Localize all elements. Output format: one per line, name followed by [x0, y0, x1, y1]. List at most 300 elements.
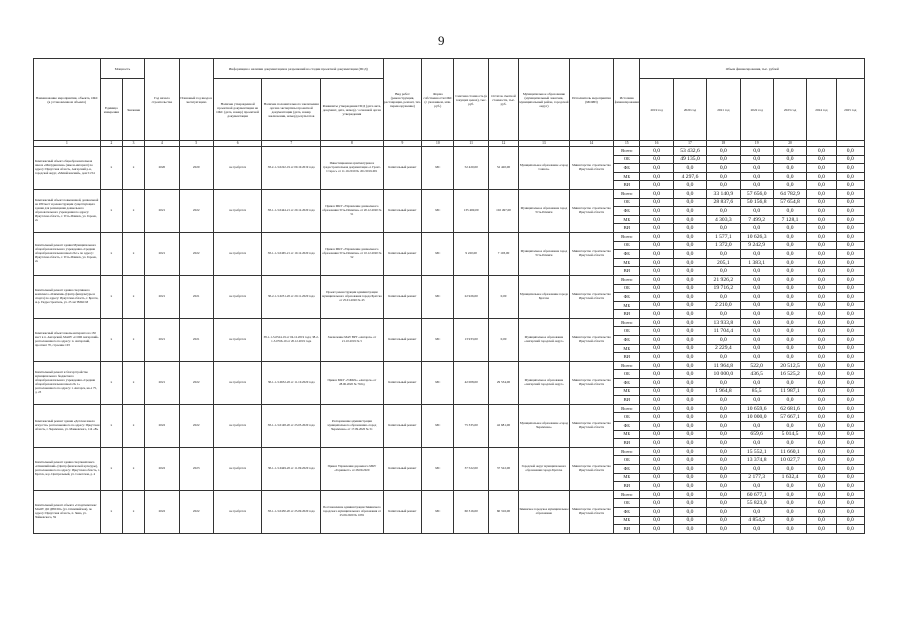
funding-value: 1 964,8	[707, 387, 740, 396]
funding-value: 0,0	[836, 198, 864, 207]
end-year: 2022	[179, 232, 213, 275]
work-type: Капитальный ремонт	[383, 147, 421, 190]
object-name: Капитальный ремонт и благоустройство муниципального бюджетного общеобразовательного учреждения «Средняя общеобразовательная школа № 1» расположенного по адресу: г. Ангарск, кв-л 75, д. 23	[34, 361, 101, 404]
expertise-details: 38-1-1-3-0524-19 от 04.12.2019 года; 38-2-1-3-0556-19 от 20.12.2019 года	[262, 318, 321, 361]
object-name: Капитальный ремонт здания спортивного комплекса «Олимпия» (Центр физкультуры и спорта) по адресу: Иркутская область, г. Братск, ж.р. Гидростроитель, ул. 25 лет ВЛКСМ	[34, 275, 101, 318]
funding-value: 0,0	[807, 490, 836, 499]
ownership-form: МС	[422, 490, 454, 533]
funding-value: 11 660,1	[773, 447, 806, 456]
estimate-cost: 37 522,00	[454, 447, 488, 490]
work-type: Капитальный ремонт	[383, 404, 421, 447]
funding-value: 0,0	[640, 232, 673, 241]
funding-value: 0,0	[773, 164, 806, 173]
funding-value: 0,0	[707, 224, 740, 233]
funding-value: 0,0	[673, 490, 706, 499]
funding-value: 0,0	[673, 507, 706, 516]
funding-value: 1 372,0	[707, 241, 740, 250]
funding-value: 0,0	[807, 370, 836, 379]
funding-value: 0,0	[707, 181, 740, 190]
funding-source: ФБ	[614, 207, 640, 216]
funding-value: 50 156,8	[740, 198, 773, 207]
funding-source: МБ	[614, 516, 640, 525]
start-year: 2021	[145, 232, 179, 275]
funding-value: 0,0	[707, 473, 740, 482]
end-year: 2022	[179, 490, 213, 533]
funding-value: 0,0	[640, 336, 673, 345]
funding-value: 0,0	[640, 439, 673, 448]
funding-source: ОБ	[614, 456, 640, 465]
funding-value: 0,0	[707, 404, 740, 413]
funding-value: 0,0	[640, 430, 673, 439]
funding-value: 0,0	[836, 318, 864, 327]
funding-value: 16 525,2	[773, 370, 806, 379]
funding-value: 0,0	[707, 353, 740, 362]
ownership-form: МС	[422, 189, 454, 232]
funding-source: ВИ	[614, 267, 640, 276]
object-name: Комплексный объект школы-интерната на 150 мест в п. Ангарский, МАОУ «СОШ Ангарский» расположенного по адресу: п. Ангарский, проспект 70, строение 103	[34, 318, 101, 361]
funding-value: 0,0	[740, 207, 773, 216]
table-row	[34, 318, 865, 327]
remaining-cost: 0,00	[488, 275, 518, 318]
municipality: Муниципальное образование «Ангарский городской округ»	[519, 361, 570, 404]
funding-value: 0,0	[673, 336, 706, 345]
funding-source: ОБ	[614, 327, 640, 336]
funding-value: 0,0	[807, 344, 836, 353]
funding-value: 0,0	[773, 396, 806, 405]
funding-value: 11 987,1	[773, 387, 806, 396]
funding-value: 0,0	[807, 516, 836, 525]
funding-value: 0,0	[673, 353, 706, 362]
funding-source: ОБ	[614, 155, 640, 164]
work-type: Капитальный ремонт	[383, 447, 421, 490]
docs-availability: не требуется	[213, 490, 262, 533]
executor: Министерство строительства Иркутской области	[569, 147, 613, 190]
funding-value: 0,0	[640, 456, 673, 465]
header-docs-permit: Реквизиты утверждения ПСД (дата акта, документ, дата, номер) / основной орган утверждения	[321, 79, 384, 141]
header-capacity: Мощность	[100, 59, 144, 79]
header-year: 2024 год	[807, 79, 836, 141]
funding-value: 0,0	[836, 327, 864, 336]
docs-availability: не требуется	[213, 189, 262, 232]
funding-source: МБ	[614, 387, 640, 396]
funding-value: 0,0	[807, 336, 836, 345]
funding-value: 0,0	[773, 310, 806, 319]
funding-value: 11 704,4	[707, 327, 740, 336]
docs-availability: не требуется	[213, 447, 262, 490]
funding-value: 0,0	[640, 310, 673, 319]
funding-value: 0,0	[673, 379, 706, 388]
table-row	[34, 189, 865, 198]
capacity-value: х	[122, 447, 144, 490]
funding-value: 0,0	[740, 439, 773, 448]
funding-value: 0,0	[640, 207, 673, 216]
funding-source: МБ	[614, 258, 640, 267]
funding-value: 0,0	[807, 224, 836, 233]
funding-value: 0,0	[740, 327, 773, 336]
funding-value: 0,0	[673, 181, 706, 190]
funding-value: 4 854,2	[740, 516, 773, 525]
funding-value: 2 210,0	[707, 301, 740, 310]
funding-value: 13 933,8	[707, 318, 740, 327]
funding-value: 0,0	[773, 507, 806, 516]
capacity-unit: х	[100, 490, 122, 533]
funding-value: 0,0	[673, 293, 706, 302]
funding-value: 0,0	[640, 275, 673, 284]
funding-value: 0,0	[673, 430, 706, 439]
header-year: 2019 год	[640, 79, 673, 141]
funding-value: 0,0	[673, 207, 706, 216]
header-year: 2020 год	[673, 79, 706, 141]
funding-value: 0,0	[836, 447, 864, 456]
capacity-value: х	[122, 361, 144, 404]
header-docs-avail: Наличие утвержденной проектной документации на ОКС (дата, номер) проектной документации	[213, 79, 262, 141]
end-year: 2021	[179, 318, 213, 361]
funding-source: ВИ	[614, 396, 640, 405]
funding-value: 0,0	[707, 155, 740, 164]
funding-value: 0,0	[773, 181, 806, 190]
funding-value: 0,0	[807, 404, 836, 413]
funding-value: 0,0	[707, 439, 740, 448]
header-year: 2023 год	[773, 79, 806, 141]
end-year: 2022	[179, 361, 213, 404]
funding-value: 0,0	[640, 422, 673, 431]
funding-value: 1 383,1	[740, 258, 773, 267]
funding-value: 0,0	[740, 164, 773, 173]
funding-value: 0,0	[773, 155, 806, 164]
end-year: 2020	[179, 147, 213, 190]
funding-value: 0,0	[707, 516, 740, 525]
funding-value: 0,0	[640, 387, 673, 396]
funding-source: ФБ	[614, 293, 640, 302]
funding-value: 0,0	[836, 207, 864, 216]
funding-value: 0,0	[773, 172, 806, 181]
funding-value: 10 000,0	[740, 413, 773, 422]
funding-value: 0,0	[640, 155, 673, 164]
funding-value: 0,0	[807, 164, 836, 173]
funding-value: 0,0	[640, 267, 673, 276]
funding-source: ОБ	[614, 241, 640, 250]
funding-value: 0,0	[673, 198, 706, 207]
funding-value: 0,0	[740, 224, 773, 233]
funding-value: 0,0	[673, 473, 706, 482]
funding-value: 0,0	[807, 430, 836, 439]
funding-value: 0,0	[807, 525, 836, 534]
funding-value: 0,0	[707, 164, 740, 173]
funding-value: 0,0	[707, 147, 740, 156]
table-row	[34, 361, 865, 370]
funding-value: 0,0	[640, 284, 673, 293]
funding-value: 0,0	[673, 464, 706, 473]
column-index: 19	[740, 141, 773, 147]
capacity-value: х	[122, 147, 144, 190]
funding-value: 0,0	[673, 241, 706, 250]
funding-value: 0,0	[836, 413, 864, 422]
funding-value: 0,0	[807, 258, 836, 267]
funding-value: 0,0	[673, 525, 706, 534]
funding-value: 0,0	[836, 241, 864, 250]
funding-value: 0,0	[773, 525, 806, 534]
remaining-cost: 29 534,00	[488, 361, 518, 404]
funding-value: 0,0	[640, 370, 673, 379]
funding-value: 0,0	[836, 516, 864, 525]
funding-value: 0,0	[773, 336, 806, 345]
funding-value: 0,0	[807, 215, 836, 224]
funding-value: 64 782,9	[773, 189, 806, 198]
capacity-unit: х	[100, 147, 122, 190]
expertise-details: 38-1-1-3-0465-21 от 10.12.2020 года	[262, 232, 321, 275]
funding-value: 0,0	[640, 147, 673, 156]
expertise-details: 38-1-1-3-0148-20 от 23.05.2020 года	[262, 404, 321, 447]
funding-source: ФБ	[614, 336, 640, 345]
docs-availability: не требуется	[213, 361, 262, 404]
funding-source: МБ	[614, 172, 640, 181]
funding-value: 0,0	[640, 447, 673, 456]
funding-value: 57 667,1	[773, 413, 806, 422]
funding-value: 60 677,1	[740, 490, 773, 499]
funding-value: 0,0	[807, 241, 836, 250]
funding-value: 0,0	[640, 189, 673, 198]
funding-value: 62 681,6	[773, 404, 806, 413]
funding-value: 0,0	[640, 482, 673, 491]
funding-source: Всего	[614, 147, 640, 156]
funding-value: 0,0	[707, 413, 740, 422]
column-index: 17	[673, 141, 706, 147]
funding-value: 0,0	[807, 293, 836, 302]
table-row	[34, 275, 865, 284]
ownership-form: МС	[422, 147, 454, 190]
funding-value: 0,0	[640, 344, 673, 353]
column-index: 8	[321, 141, 384, 147]
funding-value: 0,0	[836, 456, 864, 465]
docs-availability: не требуется	[213, 232, 262, 275]
funding-value: 0,0	[673, 189, 706, 198]
funding-value: 0,0	[673, 447, 706, 456]
municipality: Муниципальное образование «город Саянск»	[519, 147, 570, 190]
funding-value: 0,0	[740, 172, 773, 181]
permit-details: Проект реконструкции администрации муниципального образования города Братска от 25.01.2020 № 43	[321, 275, 384, 318]
funding-source: Всего	[614, 361, 640, 370]
funding-value: 0,0	[707, 482, 740, 491]
funding-value: 2 229,4	[707, 344, 740, 353]
capacity-value: х	[122, 404, 144, 447]
header-year: 2022 год	[740, 79, 773, 141]
ownership-form: МС	[422, 232, 454, 275]
funding-value: 0,0	[640, 258, 673, 267]
funding-value: 0,0	[836, 422, 864, 431]
funding-value: 0,0	[740, 525, 773, 534]
funding-value: 0,0	[836, 258, 864, 267]
remaining-cost: 60 316,00	[488, 490, 518, 533]
funding-value: 0,0	[773, 232, 806, 241]
funding-value: 0,0	[836, 284, 864, 293]
funding-value: 0,0	[673, 258, 706, 267]
funding-value: 0,0	[707, 422, 740, 431]
funding-value: 0,0	[640, 516, 673, 525]
funding-source: МБ	[614, 430, 640, 439]
expertise-details: 38-2-1-3-0251-20 от 20.11.2020 года	[262, 275, 321, 318]
funding-source: Всего	[614, 447, 640, 456]
remaining-cost: 102 497,00	[488, 189, 518, 232]
funding-value: 0,0	[836, 379, 864, 388]
funding-value: 0,0	[673, 301, 706, 310]
column-index: 5	[179, 141, 213, 147]
funding-value: 205,1	[707, 258, 740, 267]
funding-value: 0,0	[640, 172, 673, 181]
funding-value: 0,0	[640, 507, 673, 516]
funding-value: 0,0	[740, 344, 773, 353]
funding-value: 0,0	[640, 301, 673, 310]
column-index: 18	[707, 141, 740, 147]
funding-value: 10 659,6	[740, 404, 773, 413]
object-name: Комплексный объект повышенной, дошкольной на 280 мест и реконструкции существующего здания для размещения дошкольного образовательного учреждения по адресу: Иркутская область, г. Усть-Илимск, ул. Героев, 2а	[34, 189, 101, 232]
object-name: Капитальный ремонт здания Муниципального общеобразовательного учреждения «Средняя общеобразовательная школа №1» по адресу: Иркутская область, г. Усть-Илимск, ул. Героев, 2а	[34, 232, 101, 275]
start-year: 2020	[145, 147, 179, 190]
funding-source: ОБ	[614, 499, 640, 508]
funding-value: 0,0	[673, 404, 706, 413]
funding-value: 57 656,0	[740, 189, 773, 198]
funding-source: ФБ	[614, 164, 640, 173]
capacity-unit: х	[100, 189, 122, 232]
header-work-type: Вид работ (реконструкция, реставрация, ремонт, тех. перевооружение)	[383, 59, 421, 141]
funding-value: 10 000,0	[707, 370, 740, 379]
funding-value: 0,0	[773, 207, 806, 216]
executor: Министерство строительства Иркутской области	[569, 361, 613, 404]
column-index: 14	[569, 141, 613, 147]
funding-value: 0,0	[640, 499, 673, 508]
funding-source: Всего	[614, 275, 640, 284]
funding-value: 0,0	[673, 422, 706, 431]
funding-source: ОБ	[614, 413, 640, 422]
municipality: Муниципальное образование город Усть-Илимск	[519, 232, 570, 275]
funding-value: 0,0	[836, 147, 864, 156]
funding-value: 0,0	[673, 344, 706, 353]
work-type: Капитальный ремонт	[383, 318, 421, 361]
column-index: 1	[34, 141, 101, 147]
funding-value: 0,0	[740, 284, 773, 293]
permit-details: Приказ МКУ «УЖКХ» «Ангарск» от 28.06.2020 № 70/пд	[321, 361, 384, 404]
funding-value: 20 512,5	[773, 361, 806, 370]
municipality: Муниципальное образование «город Черемхово»	[519, 404, 570, 447]
funding-value: 0,0	[836, 507, 864, 516]
header-end-year: Плановый год ввода в эксплуатацию	[179, 59, 213, 141]
funding-source: ВИ	[614, 353, 640, 362]
funding-value: 0,0	[740, 301, 773, 310]
funding-value: 0,0	[673, 482, 706, 491]
remaining-cost: 42 681,00	[488, 404, 518, 447]
funding-value: 0,0	[773, 293, 806, 302]
funding-value: 0,0	[836, 404, 864, 413]
funding-value: 436,5	[740, 370, 773, 379]
table-row	[34, 490, 865, 499]
funding-value: 0,0	[707, 507, 740, 516]
funding-value: 0,0	[807, 353, 836, 362]
funding-value: 0,0	[673, 456, 706, 465]
start-year: 2021	[145, 361, 179, 404]
funding-value: 0,0	[807, 172, 836, 181]
financing-table-sheet	[33, 58, 865, 534]
funding-value: 0,0	[707, 430, 740, 439]
funding-value: 0,0	[807, 310, 836, 319]
funding-value: 0,0	[673, 361, 706, 370]
funding-value: 0,0	[773, 379, 806, 388]
capacity-value: х	[122, 189, 144, 232]
funding-value: 0,0	[836, 361, 864, 370]
column-index: 7	[262, 141, 321, 147]
funding-source: МБ	[614, 215, 640, 224]
funding-value: 0,0	[707, 525, 740, 534]
table-row	[34, 404, 865, 413]
column-index: 3	[122, 141, 144, 147]
funding-value: 0,0	[807, 198, 836, 207]
column-index: 13	[519, 141, 570, 147]
funding-value: 0,0	[836, 224, 864, 233]
capacity-unit: х	[100, 232, 122, 275]
funding-value: 0,0	[807, 447, 836, 456]
remaining-cost: 0,00	[488, 318, 518, 361]
ownership-form: МС	[422, 404, 454, 447]
capacity-unit: х	[100, 318, 122, 361]
object-name: Комплексный объект общеобразовательная школа «Мичуринская» (школа-интернат) по адресу: Иркутская область, Ангарский р-н, городской округ, «Михайловский», дом 51/54	[34, 147, 101, 190]
expertise-details: 38-1-1-3-0444-21 от 20.12.2020 года	[262, 189, 321, 232]
funding-value: 0,0	[740, 379, 773, 388]
funding-value: 1 577,1	[707, 232, 740, 241]
funding-value: 0,0	[707, 464, 740, 473]
funding-value: 0,0	[707, 250, 740, 259]
permit-details: Распоряжение администрации муниципального образования «город Черемхово» от 17.09.2020 № 51	[321, 404, 384, 447]
docs-availability: не требуется	[213, 275, 262, 318]
funding-source: МБ	[614, 301, 640, 310]
funding-value: 0,0	[807, 275, 836, 284]
remaining-cost: 52 420,00	[488, 147, 518, 190]
work-type: Капитальный ремонт	[383, 232, 421, 275]
funding-value: 0,0	[807, 361, 836, 370]
funding-value: 0,0	[836, 215, 864, 224]
funding-value: 0,0	[740, 310, 773, 319]
header-executor: Исполнитель мероприятия (МОИП)	[569, 59, 613, 141]
funding-value: 0,0	[836, 499, 864, 508]
funding-value: 0,0	[707, 396, 740, 405]
funding-value: 522,0	[740, 361, 773, 370]
header-unit: Единица измерения	[100, 79, 122, 141]
funding-value: 0,0	[807, 207, 836, 216]
header-year: 2025 год	[836, 79, 864, 141]
table-row	[34, 232, 865, 241]
column-index: 9	[383, 141, 421, 147]
funding-value: 0,0	[807, 318, 836, 327]
funding-value: 0,0	[707, 207, 740, 216]
header-start-year: Год начала строительства	[145, 59, 179, 141]
funding-source: Всего	[614, 232, 640, 241]
funding-value: 0,0	[836, 164, 864, 173]
page-number: 9	[438, 33, 445, 48]
funding-value: 0,0	[773, 318, 806, 327]
funding-value: 0,0	[740, 353, 773, 362]
funding-value: 0,0	[740, 396, 773, 405]
funding-value: 0,0	[807, 301, 836, 310]
funding-value: 0,0	[740, 275, 773, 284]
executor: Министерство строительства Иркутской области	[569, 490, 613, 533]
funding-value: 0,0	[673, 284, 706, 293]
funding-value: 33 140,9	[707, 189, 740, 198]
funding-value: 0,0	[640, 181, 673, 190]
header-estimate: Сметная стоимость (в текущих ценах), тыс. руб.	[454, 59, 488, 141]
estimate-cost: 52 420,00	[454, 147, 488, 190]
capacity-unit: х	[100, 361, 122, 404]
funding-value: 0,0	[773, 464, 806, 473]
work-type: Капитальный ремонт	[383, 490, 421, 533]
funding-value: 0,0	[836, 181, 864, 190]
funding-value: 0,0	[740, 336, 773, 345]
